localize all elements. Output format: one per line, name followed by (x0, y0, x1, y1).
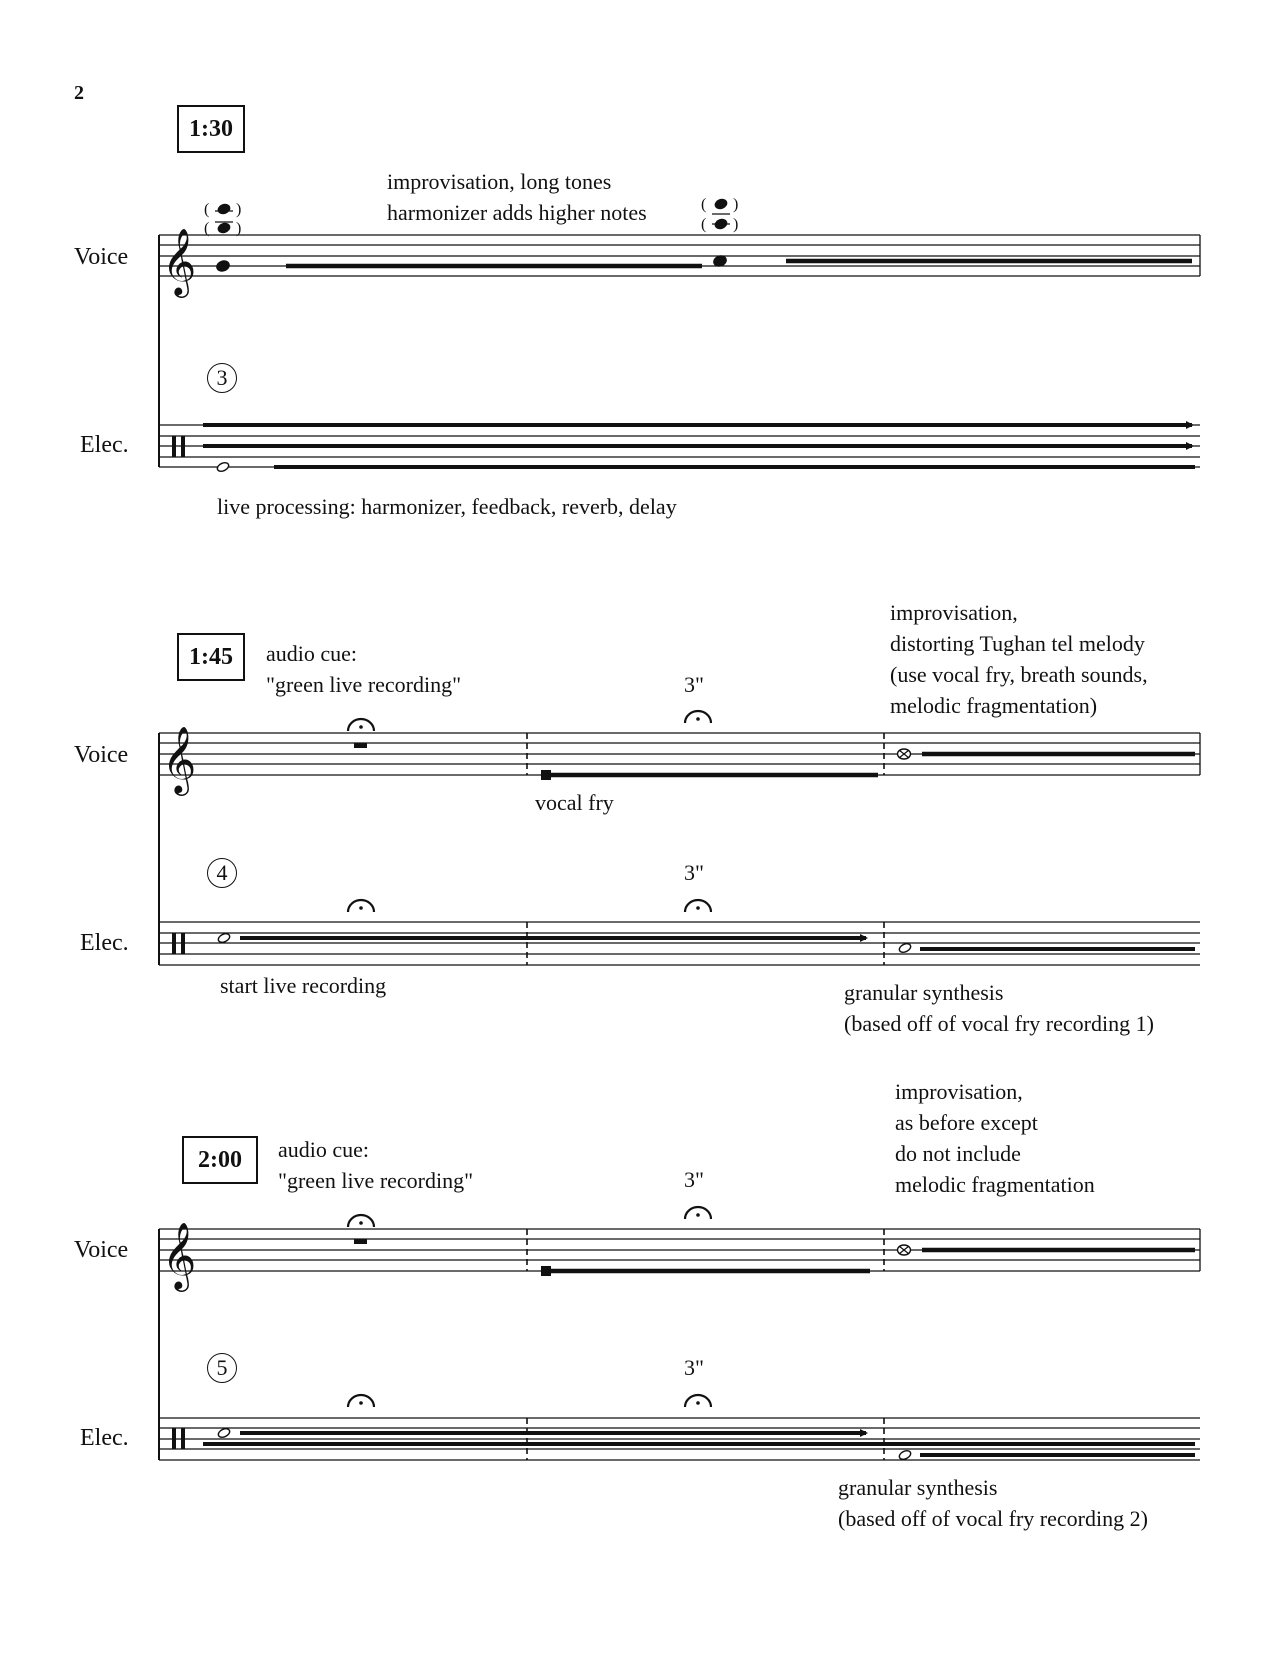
svg-text:): ) (733, 196, 739, 213)
voice-staff-1 (159, 235, 1200, 276)
svg-text:(: ( (701, 196, 707, 213)
half-note-head (216, 461, 230, 473)
treble-clef-icon: 𝄞 (162, 725, 197, 793)
elec-start-text-2: start live recording (220, 973, 387, 998)
elec-label-3: Elec. (80, 1425, 129, 1451)
cue-number-3: 3 (207, 363, 237, 393)
audio-cue-3: audio cue: "green live recording" (278, 1137, 474, 1193)
fermata-icon (685, 900, 711, 912)
fermata-icon (348, 1395, 374, 1407)
voice-label-3: Voice (74, 1237, 129, 1263)
fermata-icon (348, 719, 374, 731)
x-note-head (898, 749, 911, 759)
svg-text:(: ( (204, 201, 210, 218)
voice-direction-1: improvisation, long tones harmonizer adds higher notes (387, 169, 647, 225)
half-note-head (898, 1449, 912, 1461)
duration-elec-3: 3" (684, 1355, 704, 1380)
elec-label-1: Elec. (80, 432, 129, 458)
percussion-clef-icon (172, 436, 176, 457)
time-marker-3: 2:00 (182, 1136, 258, 1184)
audio-cue-2: audio cue: "green live recording" (266, 641, 462, 697)
square-note-head (541, 770, 551, 780)
svg-text:): ) (733, 216, 739, 233)
duration-elec-2: 3" (684, 860, 704, 885)
harmonizer-notes-2 (701, 196, 738, 233)
voice-improv-text-3: improvisation, as before except do not include melodic fragmentation (895, 1079, 1095, 1197)
svg-text:(: ( (204, 220, 210, 237)
fermata-icon (685, 1207, 711, 1219)
time-marker-1: 1:30 (177, 105, 245, 153)
fermata-icon (348, 1215, 374, 1227)
half-note-head (898, 942, 912, 954)
svg-text:): ) (236, 220, 242, 237)
cue-number-5: 5 (207, 1353, 237, 1383)
treble-clef-icon: 𝄞 (162, 1221, 197, 1289)
fermata-icon (348, 900, 374, 912)
voice-label-2: Voice (74, 742, 129, 768)
duration-voice-3: 3" (684, 1167, 704, 1192)
elec-label-2: Elec. (80, 930, 129, 956)
x-note-head (898, 1245, 911, 1255)
elec-granular-text-3: granular synthesis (based off of vocal fry recording 2) (838, 1475, 1148, 1531)
whole-rest (354, 1239, 367, 1244)
elec-staff-2 (159, 922, 1200, 965)
square-note-head (541, 1266, 551, 1276)
percussion-clef-icon (172, 1428, 176, 1449)
vocal-fry-label: vocal fry (535, 790, 614, 815)
cue-number-4: 4 (207, 858, 237, 888)
elec-direction-1: live processing: harmonizer, feedback, reverb, delay (217, 494, 677, 519)
elec-granular-text-2: granular synthesis (based off of vocal fry recording 1) (844, 980, 1154, 1036)
fermata-icon (685, 711, 711, 723)
note-head (215, 259, 231, 273)
treble-clef-icon: 𝄞 (162, 227, 197, 295)
time-marker-2: 1:45 (177, 633, 245, 681)
duration-voice-2: 3" (684, 672, 704, 697)
harmonizer-notes-1 (204, 201, 241, 237)
svg-text:): ) (236, 201, 242, 218)
page-number: 2 (74, 82, 84, 104)
percussion-clef-icon (172, 933, 176, 954)
voice-improv-text-2: improvisation, distorting Tughan tel melody (use vocal fry, breath sounds, melodic fragmentation) (890, 600, 1148, 718)
voice-label-1: Voice (74, 244, 129, 270)
half-note-head (217, 932, 231, 944)
half-note-head (217, 1427, 231, 1439)
fermata-icon (685, 1395, 711, 1407)
whole-rest (354, 743, 367, 748)
svg-text:(: ( (701, 216, 707, 233)
